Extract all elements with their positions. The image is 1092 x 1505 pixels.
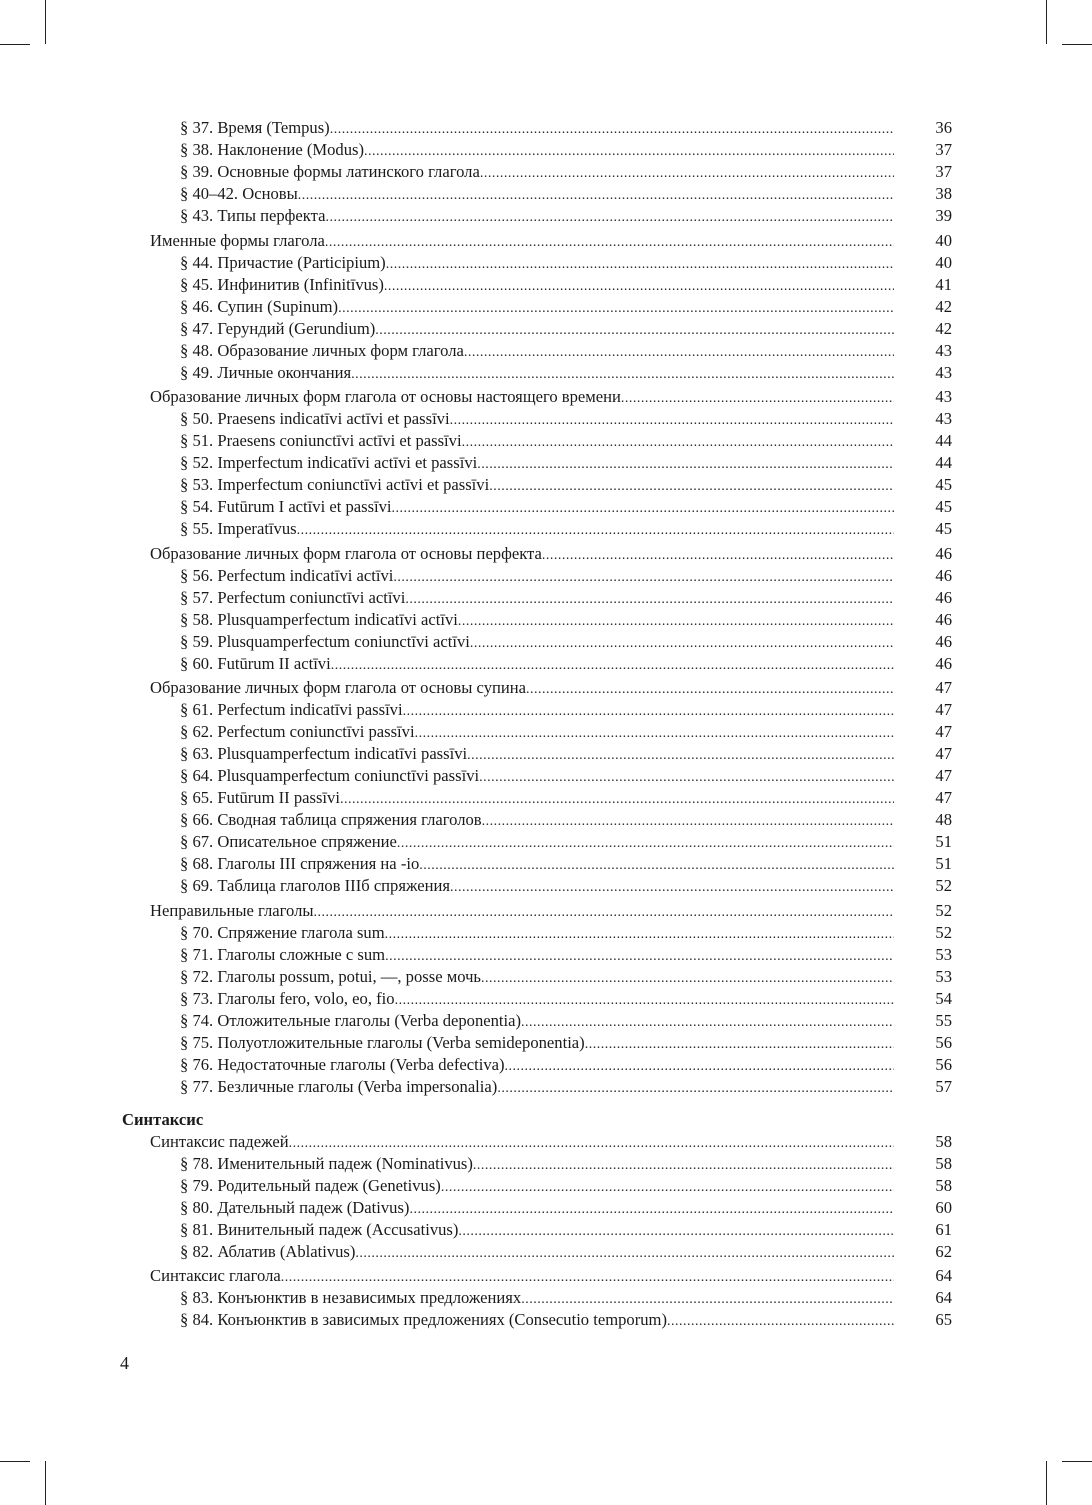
toc-entry xyxy=(122,699,952,721)
dot-leader xyxy=(667,1311,894,1333)
toc-entry-page: 37 xyxy=(935,140,952,159)
toc-entry-page: 58 xyxy=(935,1175,952,1195)
toc-entry-title: § 60. Futūrum II actīvi xyxy=(180,653,331,673)
toc-entry-page: 42 xyxy=(935,296,952,316)
dot-leader xyxy=(298,185,894,207)
toc-entry-title: § 39. Основные формы латинского глагола xyxy=(180,162,480,181)
dot-leader xyxy=(505,1056,894,1078)
toc-entry xyxy=(122,518,952,540)
dot-leader xyxy=(405,589,894,611)
toc-entry-title: § 38. Наклонение (Modus) xyxy=(180,140,364,159)
toc-entry xyxy=(122,1054,952,1076)
toc-entry-page: 47 xyxy=(935,788,952,807)
toc-entry xyxy=(122,831,952,853)
toc-entry-page: 60 xyxy=(935,1197,952,1217)
toc-entry-title: Образование личных форм глагола от основы настоящего времени xyxy=(150,387,621,406)
dot-leader xyxy=(325,207,894,229)
toc-entry-page: 43 xyxy=(935,362,952,382)
dot-leader xyxy=(497,1078,894,1100)
toc-entry xyxy=(122,362,952,384)
dot-leader xyxy=(403,701,894,723)
toc-entry-title: Синтаксис падежей xyxy=(150,1131,289,1151)
toc-entry-page: 46 xyxy=(935,653,952,673)
toc-entry xyxy=(122,875,952,897)
toc-entry-page: 43 xyxy=(935,340,952,360)
toc-entry xyxy=(122,609,952,631)
toc-entry-page: 46 xyxy=(935,543,952,563)
dot-leader xyxy=(331,655,894,677)
toc-entry-page: 61 xyxy=(935,1219,952,1239)
toc-entry xyxy=(122,1309,952,1331)
toc-entry-page: 53 xyxy=(935,966,952,986)
toc-entry-page: 40 xyxy=(935,230,952,250)
dot-leader xyxy=(489,476,894,498)
toc-entry xyxy=(122,1153,952,1175)
toc-entry-page: 39 xyxy=(935,206,952,225)
toc-entry-page: 53 xyxy=(935,944,952,964)
dot-leader xyxy=(621,388,894,410)
toc-entry-page: 57 xyxy=(935,1076,952,1096)
toc-entry-page: 46 xyxy=(935,609,952,629)
toc-entry-title: § 62. Perfectum coniunctīvi passīvi xyxy=(180,722,415,741)
toc-entry-title: § 46. Супин (Supinum) xyxy=(180,296,339,316)
dot-leader xyxy=(480,163,894,185)
toc-entry-title: § 74. Отложительные глаголы (Verba deponentia) xyxy=(180,1010,522,1030)
toc-entry-title: § 58. Plusquamperfectum indicatīvi actīvi xyxy=(180,609,458,629)
toc-entry xyxy=(122,853,952,875)
toc-entry-page: 64 xyxy=(935,1266,952,1285)
toc-entry-page: 47 xyxy=(935,722,952,741)
crop-mark xyxy=(1046,1461,1047,1505)
table-of-contents xyxy=(122,117,952,1331)
toc-entry xyxy=(122,274,952,296)
toc-entry-title: § 68. Глаголы III спряжения на -io xyxy=(180,854,420,873)
toc-entry-title: Образование личных форм глагола от основы перфекта xyxy=(150,543,542,563)
dot-leader xyxy=(464,342,894,364)
dot-leader xyxy=(384,276,894,298)
dot-leader xyxy=(542,545,894,567)
toc-entry-title: § 81. Винительный падеж (Accusativus) xyxy=(180,1219,459,1239)
crop-mark xyxy=(0,1461,30,1462)
toc-entry-title: Синтаксис xyxy=(122,1109,204,1129)
dot-leader xyxy=(482,811,894,833)
toc-entry xyxy=(122,408,952,430)
toc-entry xyxy=(122,721,952,743)
crop-mark xyxy=(0,44,30,45)
toc-entry xyxy=(122,653,952,675)
toc-entry xyxy=(122,1076,952,1098)
toc-entry-title: § 79. Родительный падеж (Genetivus) xyxy=(180,1175,441,1195)
toc-entry-title: § 48. Образование личных форм глагола xyxy=(180,340,464,360)
toc-entry xyxy=(122,318,952,340)
toc-entry-page: 58 xyxy=(935,1153,952,1173)
toc-entry-title: § 83. Конъюнктив в независимых предложениях xyxy=(180,1288,522,1307)
toc-entry-title: § 71. Глаголы сложные с sum xyxy=(180,944,386,964)
toc-entry-page: 41 xyxy=(935,274,952,294)
toc-entry-title: § 61. Perfectum indicatīvi passīvi xyxy=(180,700,403,719)
dot-leader xyxy=(419,855,894,877)
toc-entry xyxy=(122,183,952,205)
toc-entry-title: § 49. Личные окончания xyxy=(180,362,352,382)
toc-entry xyxy=(122,386,952,408)
toc-entry xyxy=(122,765,952,787)
toc-entry-title: § 51. Praesens coniunctīvi actīvi et passīvi xyxy=(180,431,462,450)
toc-entry xyxy=(122,543,952,565)
toc-entry-page: 58 xyxy=(935,1131,952,1151)
toc-entry xyxy=(122,1131,952,1153)
toc-entry-page: 52 xyxy=(935,900,952,920)
dot-leader xyxy=(330,119,894,141)
toc-entry-page: 44 xyxy=(935,453,952,472)
dot-leader xyxy=(351,364,894,386)
toc-entry-page: 52 xyxy=(935,876,952,895)
toc-section-heading xyxy=(122,1109,952,1131)
dot-leader xyxy=(325,232,894,254)
toc-entry xyxy=(122,966,952,988)
toc-entry-page: 55 xyxy=(935,1010,952,1030)
dot-leader xyxy=(521,1289,894,1311)
toc-entry-page: 65 xyxy=(935,1310,952,1329)
toc-entry-title: § 50. Praesens indicatīvi actīvi et passīvi xyxy=(180,409,450,428)
toc-entry xyxy=(122,922,952,944)
toc-entry xyxy=(122,944,952,966)
toc-entry xyxy=(122,296,952,318)
toc-entry-title: § 53. Imperfectum coniunctīvi actīvi et passīvi xyxy=(180,475,490,494)
toc-entry-title: § 66. Сводная таблица спряжения глаголов xyxy=(180,810,482,829)
toc-entry-title: § 44. Причастие (Participium) xyxy=(180,252,386,272)
toc-entry-title: § 57. Perfectum coniunctīvi actīvi xyxy=(180,587,406,607)
toc-entry xyxy=(122,1032,952,1054)
toc-entry-title: § 69. Таблица глаголов IIIб спряжения xyxy=(180,876,450,895)
toc-entry-page: 43 xyxy=(935,387,952,406)
toc-entry-title: § 63. Plusquamperfectum indicatīvi passīvi xyxy=(180,744,468,763)
dot-leader xyxy=(375,320,894,342)
toc-entry-page: 52 xyxy=(935,922,952,942)
toc-entry xyxy=(122,809,952,831)
dot-leader xyxy=(441,1177,894,1199)
toc-entry-title: § 84. Конъюнктив в зависимых предложениях (Consecutio temporum) xyxy=(180,1310,667,1329)
toc-entry-title: § 72. Глаголы possum, potui, —, posse мочь xyxy=(180,966,481,986)
toc-entry-page: 51 xyxy=(935,832,952,851)
toc-entry-title: § 65. Futūrum II passīvi xyxy=(180,788,340,807)
toc-entry xyxy=(122,587,952,609)
toc-entry xyxy=(122,743,952,765)
toc-entry-title: § 64. Plusquamperfectum coniunctīvi passīvi xyxy=(180,766,480,785)
toc-entry-title: § 52. Imperfectum indicatīvi actīvi et passīvi xyxy=(180,453,478,472)
toc-entry xyxy=(122,474,952,496)
toc-entry-title: § 78. Именительный падеж (Nominativus) xyxy=(180,1153,473,1173)
toc-entry xyxy=(122,677,952,699)
dot-leader xyxy=(521,1012,894,1034)
toc-entry xyxy=(122,205,952,227)
dot-leader xyxy=(526,679,894,701)
toc-entry-page: 38 xyxy=(935,184,952,203)
dot-leader xyxy=(462,432,894,454)
dot-leader xyxy=(386,254,894,276)
toc-entry-title: Образование личных форм глагола от основы супина xyxy=(150,678,527,697)
toc-entry-page: 62 xyxy=(935,1241,952,1261)
toc-entry-title: § 80. Дательный падеж (Dativus) xyxy=(180,1197,410,1217)
toc-entry-page: 47 xyxy=(935,678,952,697)
toc-entry xyxy=(122,1175,952,1197)
toc-entry xyxy=(122,988,952,1010)
dot-leader xyxy=(458,1221,894,1243)
dot-leader xyxy=(314,902,894,924)
toc-entry xyxy=(122,1219,952,1241)
toc-entry xyxy=(122,230,952,252)
toc-entry xyxy=(122,430,952,452)
toc-entry-title: § 37. Время (Tempus) xyxy=(180,118,330,137)
toc-entry-page: 54 xyxy=(935,988,952,1008)
dot-leader xyxy=(585,1034,894,1056)
toc-entry xyxy=(122,117,952,139)
dot-leader xyxy=(395,990,894,1012)
toc-entry-page: 47 xyxy=(935,766,952,785)
toc-entry-page: 37 xyxy=(935,162,952,181)
crop-mark xyxy=(45,1461,46,1505)
dot-leader xyxy=(355,1243,894,1265)
toc-entry-title: § 75. Полуотложительные глаголы (Verba semideponentia) xyxy=(180,1032,585,1052)
dot-leader xyxy=(477,454,894,476)
dot-leader xyxy=(458,611,894,633)
toc-entry xyxy=(122,496,952,518)
dot-leader xyxy=(467,745,894,767)
dot-leader xyxy=(397,833,894,855)
toc-entry xyxy=(122,1241,952,1263)
dot-leader xyxy=(415,723,894,745)
dot-leader xyxy=(385,924,894,946)
toc-entry-title: § 56. Perfectum indicatīvi actīvi xyxy=(180,565,394,585)
toc-entry-page: 46 xyxy=(935,587,952,607)
crop-mark xyxy=(45,0,46,44)
toc-entry-page: 44 xyxy=(935,431,952,450)
toc-entry xyxy=(122,139,952,161)
toc-entry-page: 47 xyxy=(935,744,952,763)
dot-leader xyxy=(393,567,894,589)
toc-entry-title: § 82. Аблатив (Ablativus) xyxy=(180,1241,356,1261)
toc-entry xyxy=(122,1287,952,1309)
toc-entry-page: 64 xyxy=(935,1288,952,1307)
toc-entry xyxy=(122,631,952,653)
toc-entry-title: § 59. Plusquamperfectum coniunctīvi actīvi xyxy=(180,631,470,651)
toc-entry xyxy=(122,787,952,809)
toc-entry-title: § 73. Глаголы fero, volo, eo, fio xyxy=(180,988,395,1008)
dot-leader xyxy=(450,877,894,899)
toc-entry-title: § 77. Безличные глаголы (Verba impersonalia) xyxy=(180,1076,498,1096)
crop-mark xyxy=(1062,1461,1092,1462)
toc-entry-title: § 54. Futūrum I actīvi et passīvi xyxy=(180,497,392,516)
dot-leader xyxy=(297,520,894,542)
toc-entry-title: § 67. Описательное спряжение xyxy=(180,832,397,851)
toc-entry xyxy=(122,340,952,362)
dot-leader xyxy=(409,1199,894,1221)
dot-leader xyxy=(473,1155,894,1177)
dot-leader xyxy=(364,141,894,163)
toc-entry-page: 47 xyxy=(935,700,952,719)
toc-entry-page: 43 xyxy=(935,409,952,428)
toc-entry xyxy=(122,452,952,474)
toc-entry-title: § 55. Imperatīvus xyxy=(180,519,297,538)
toc-entry-title: Синтаксис глагола xyxy=(150,1266,281,1285)
toc-entry-title: Именные формы глагола xyxy=(150,230,325,250)
toc-entry-page: 56 xyxy=(935,1032,952,1052)
toc-entry-page: 40 xyxy=(935,252,952,272)
toc-entry-title: § 47. Герундий (Gerundium) xyxy=(180,318,376,338)
toc-entry-title: § 40–42. Основы xyxy=(180,184,298,203)
toc-entry-page: 46 xyxy=(935,565,952,585)
dot-leader xyxy=(450,410,894,432)
dot-leader xyxy=(481,968,894,990)
toc-entry-page: 48 xyxy=(935,810,952,829)
toc-entry-page: 45 xyxy=(935,497,952,516)
toc-entry xyxy=(122,565,952,587)
crop-mark xyxy=(1062,44,1092,45)
toc-entry-title: § 70. Спряжение глагола sum xyxy=(180,922,385,942)
toc-entry-page: 36 xyxy=(935,118,952,137)
dot-leader xyxy=(392,498,894,520)
toc-entry-page: 56 xyxy=(935,1054,952,1074)
toc-entry-title: § 43. Типы перфекта xyxy=(180,206,326,225)
crop-mark xyxy=(1046,0,1047,44)
toc-entry xyxy=(122,1197,952,1219)
dot-leader xyxy=(281,1267,894,1289)
page-number: 4 xyxy=(120,1353,129,1373)
toc-entry xyxy=(122,900,952,922)
toc-entry-page: 45 xyxy=(935,519,952,538)
toc-entry xyxy=(122,1265,952,1287)
toc-entry-page: 51 xyxy=(935,854,952,873)
dot-leader xyxy=(340,789,894,811)
dot-leader xyxy=(338,298,894,320)
toc-entry-page: 42 xyxy=(935,318,952,338)
dot-leader xyxy=(479,767,894,789)
toc-entry-title: § 76. Недостаточные глаголы (Verba defectiva) xyxy=(180,1054,505,1074)
toc-entry-page: 46 xyxy=(935,631,952,651)
dot-leader xyxy=(385,946,894,968)
toc-entry-page: 45 xyxy=(935,475,952,494)
toc-entry-title: Неправильные глаголы xyxy=(150,900,314,920)
toc-entry-title: § 45. Инфинитив (Infinitīvus) xyxy=(180,274,384,294)
toc-entry xyxy=(122,161,952,183)
toc-entry xyxy=(122,1010,952,1032)
toc-entry xyxy=(122,252,952,274)
dot-leader xyxy=(289,1133,894,1155)
dot-leader xyxy=(470,633,894,655)
